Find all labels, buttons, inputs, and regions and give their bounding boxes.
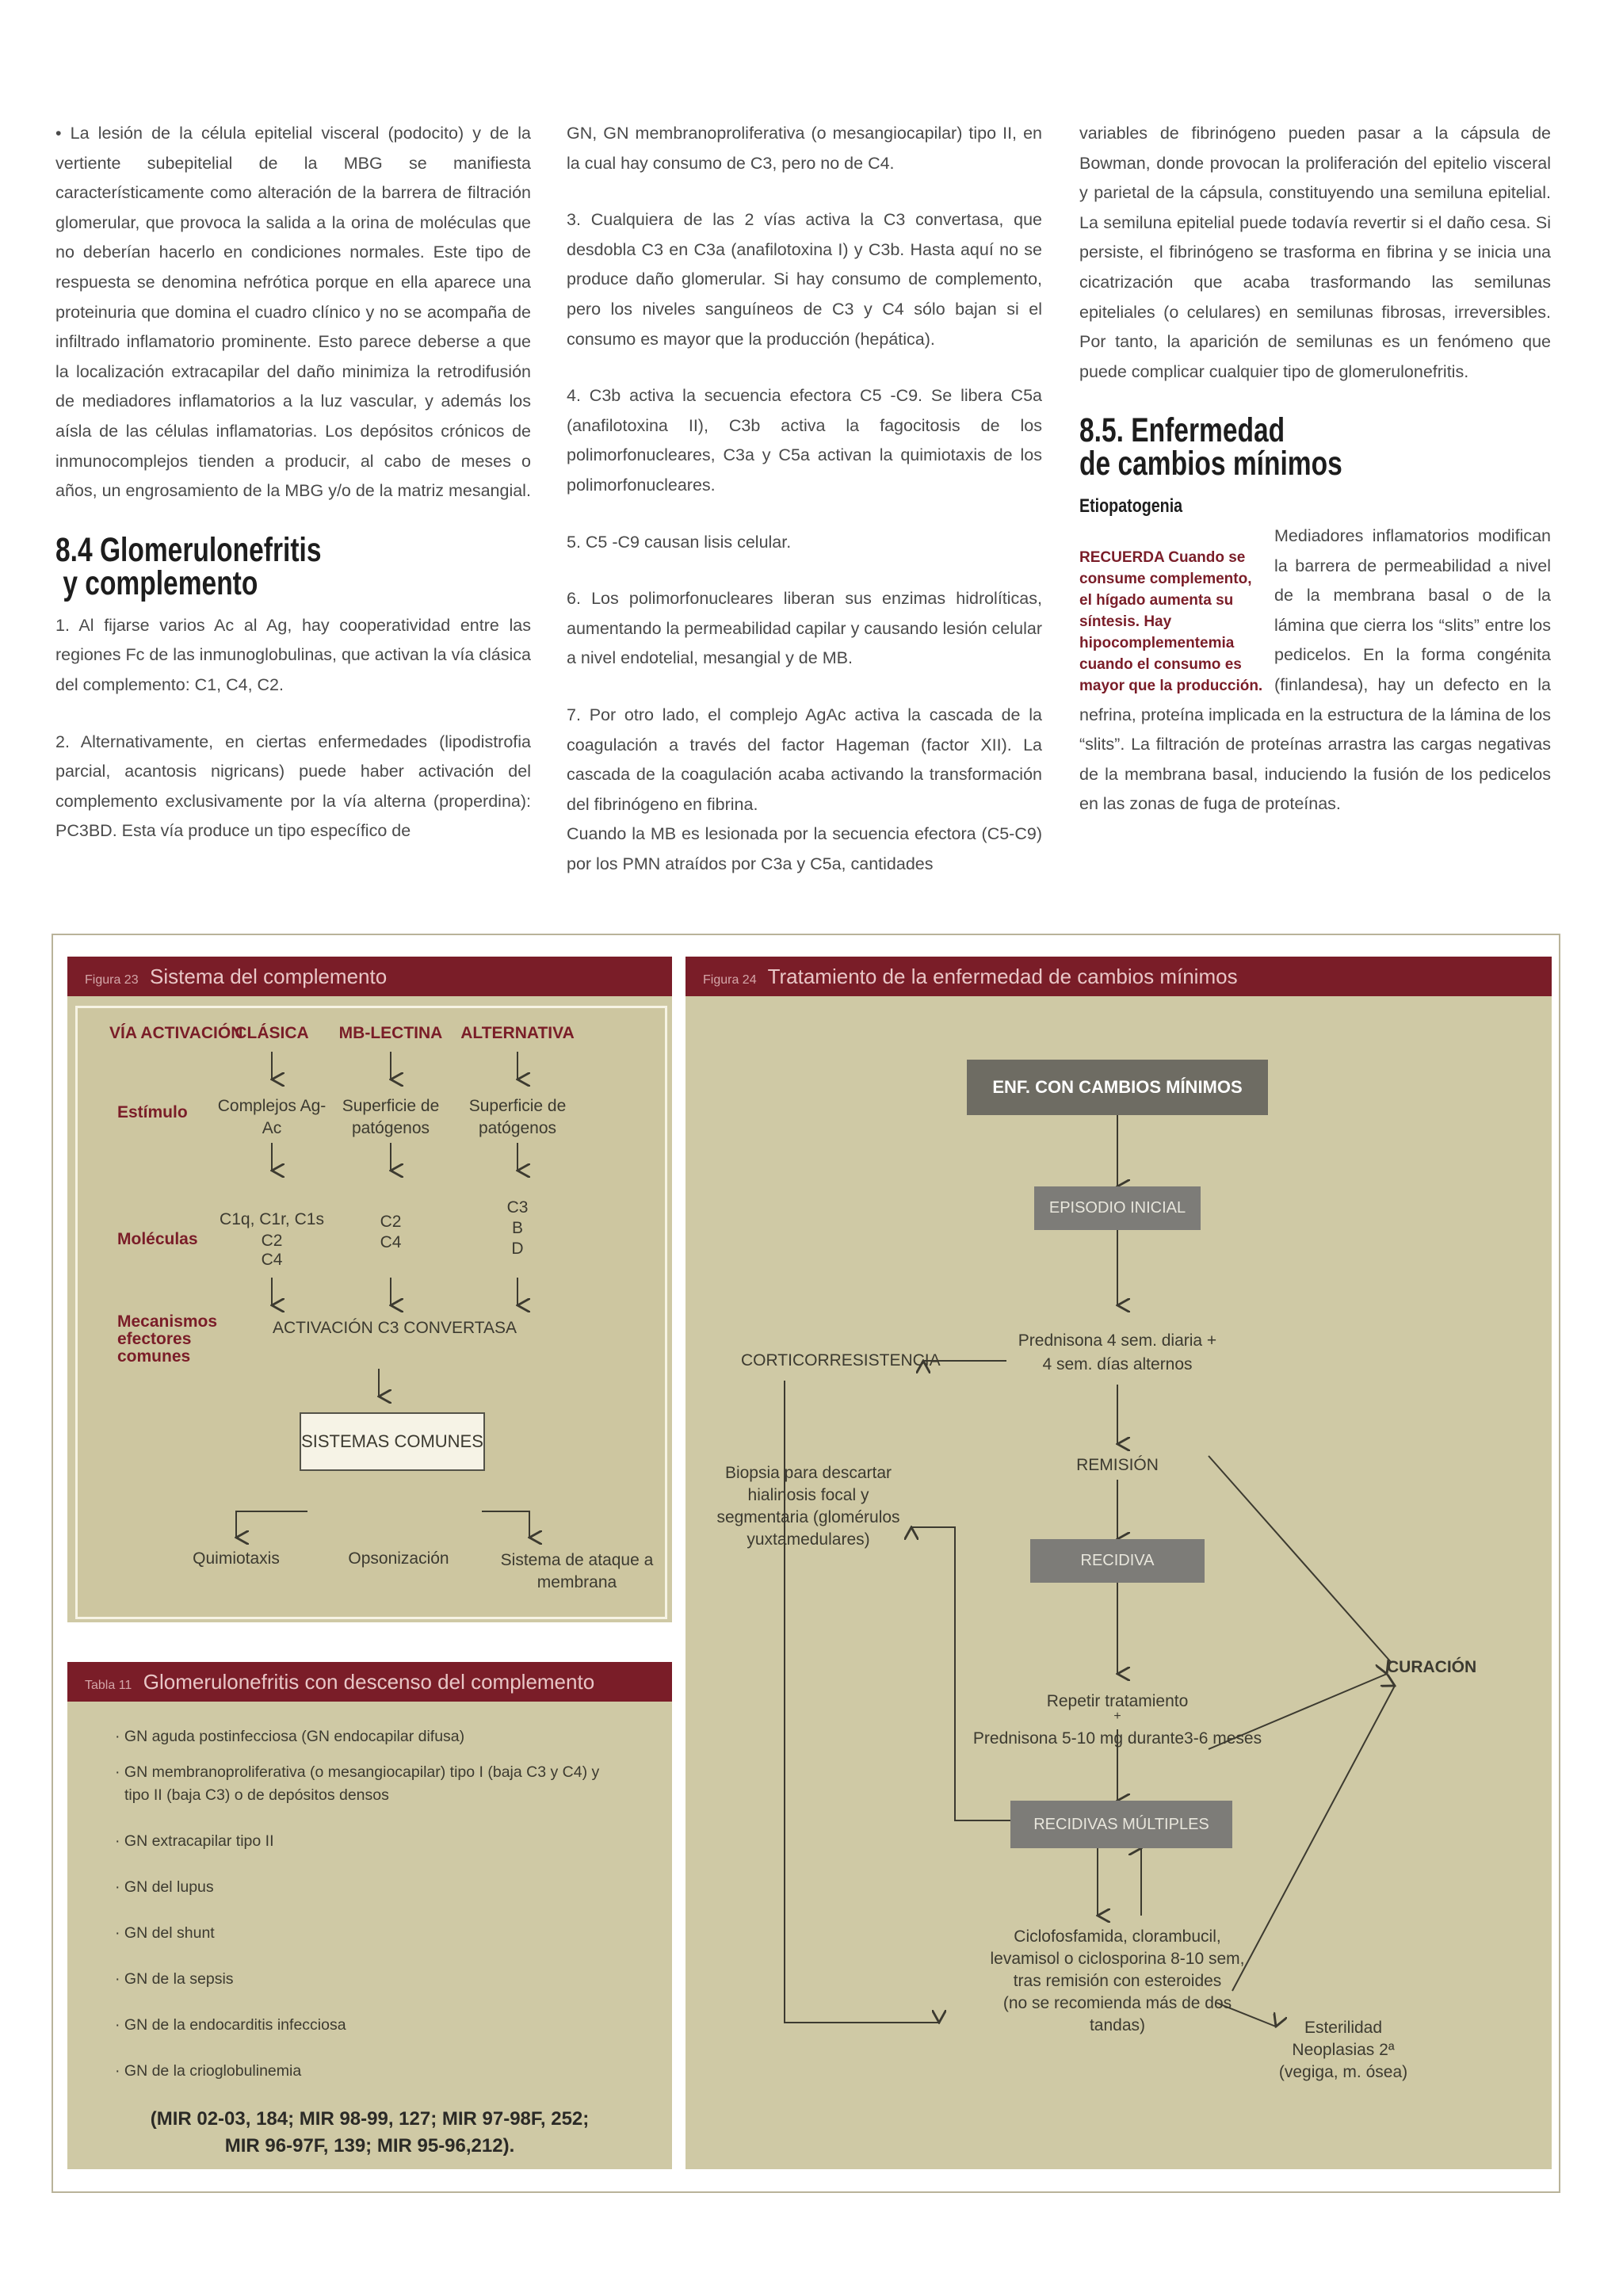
list-item: · GN de la sepsis bbox=[115, 1970, 234, 1988]
figure-24-panel: Figura 24 Tratamiento de la enfermedad de cambios mínimos ENF. CON CAMBIOS MÍNIMOS EPISODIO INICIAL Prednisona 4 sem. diaria + 4 sem. días alternos CORTICORRESISTENCIA Biopsia para descartar hialinosis focal y segmentaria (glomérulos yuxtamedulares) REMISIÓN RECIDIVA CURACIÓN Repetir tratamiento + Prednisona 5-10 mg durante3-6 meses RECIDIVAS MÚLTIPLES Ciclofosfamida, clorambucil, levamisol o ciclosporina 8-10 sem, tras remisión con esteroides (no se recomienda más de dos tandas) Esterilidad Neoplasias 2ª (vegiga, m. ósea) bbox=[685, 957, 1552, 2169]
enf-cambios-minimos-box: ENF. CON CAMBIOS MÍNIMOS bbox=[967, 1060, 1268, 1115]
stimulus-lectina: Superficie de patógenos bbox=[342, 1097, 440, 1137]
stimulus-clasica: Complejos Ag-Ac bbox=[217, 1097, 327, 1137]
paragraph: • La lesión de la célula epitelial visceral (podocito) y de la vertiente subepitelial de la MBG se manifiesta característicamente como alteración de la barrera de filtración glomerular, que provoca la salida a la orina de moléculas que no deberían hacerlo en condiciones normales. Este tipo de respuesta se denomina nefrótica porque en ella aparece una proteinuria que domina el cuadro clínico y no se acompaña de infiltrado inflamatorio prominente. Esto parece deberse a que la localización extracapilar del daño minimiza la retrodifusión de mediadores inflamatorios a la luz vascular, y además los aísla de las células inflamatorias. Los depósitos crónicos de inmunocomplejos tienden a producir, al cabo de meses o años, un engrosamiento de la MBG y/o de la matriz mesangial. bbox=[55, 124, 531, 501]
table-11-panel bbox=[67, 1662, 672, 2169]
text-column-3 bbox=[1079, 119, 1551, 819]
recidiva-box: RECIDIVA bbox=[1030, 1539, 1205, 1583]
repetir-plus: + bbox=[1113, 1710, 1121, 1723]
stimulus-alternativa: Superficie de patógenos bbox=[468, 1097, 567, 1137]
molecule-c4: C4 bbox=[380, 1233, 402, 1251]
activacion-c3-convertasa: ACTIVACIÓN C3 CONVERTASA bbox=[272, 1319, 517, 1337]
subheading-etiopatogenia: Etiopatogenia bbox=[1079, 495, 1183, 518]
list-item: · GN de la crioglobulinemia bbox=[115, 2062, 302, 2080]
paragraph: variables de fibrinógeno pueden pasar a la cápsula de Bowman, donde provocan la proliferación del epitelio visceral y parietal de la cápsula, constituyendo una semiluna epitelial. La semiluna epitelial puede todavía revertir si el daño cesa. Si persiste, el fibrinógeno se trasforma en fibrina y se inicia una cicatrización que acaba trasformando las semilunas epiteliales (o celulares) en semilunas fibrosas, irreversibles. Por tanto, la aparición de semilunas es un fenómeno que puede complicar cualquier tipo de glomerulonefritis. bbox=[1079, 124, 1551, 381]
figure-24-header: Figura 24 Tratamiento de la enfermedad de cambios mínimos bbox=[685, 957, 1552, 996]
mir-references: (MIR 02-03, 184; MIR 98-99, 127; MIR 97-98F, 252; MIR 96-97F, 139; MIR 95-96,212). bbox=[150, 2108, 590, 2157]
molecule-c2: C2 bbox=[380, 1213, 402, 1231]
header-clasica: CLÁSICA bbox=[235, 1024, 309, 1042]
paragraph: 6. Los polimorfonucleares liberan sus enzimas hidrolíticas, aumentando la permeabilidad capilar y causando lesión celular a nivel endotelial, mesangial y de MB. bbox=[567, 589, 1042, 668]
header-via-activacion: VÍA ACTIVACIÓN bbox=[109, 1024, 243, 1042]
list-item: · GN extracapilar tipo II bbox=[115, 1832, 274, 1850]
figure-23-header: Figura 23 Sistema del complemento bbox=[67, 957, 672, 996]
list-item: tipo II (baja C3) o de depósitos densos bbox=[124, 1786, 389, 1804]
episodio-inicial-box: EPISODIO INICIAL bbox=[1034, 1186, 1201, 1230]
recuerda-box: RECUERDA Cuando se consume complemento, el hígado aumenta su síntesis. Hay hipocomplementemia cuando el consumo es mayor que la producción. bbox=[1079, 548, 1263, 694]
molecule-d: D bbox=[511, 1240, 524, 1258]
paragraph: 3. Cualquiera de las 2 vías activa la C3 convertasa, que desdobla C3 en C3a (anafilotoxina I) y C3b. Hasta aquí no se produce daño glomerular. Si hay consumo de complemento, pero los niveles sanguíneos de C3 y C4 sólo bajan si el consumo es mayor que la producción (hepática). bbox=[567, 210, 1042, 349]
list-item: · GN membranoproliferativa (o mesangiocapilar) tipo I (baja C3 y C4) y bbox=[115, 1763, 600, 1781]
row-label-mecanismos: Mecanismos efectores comunes bbox=[117, 1312, 218, 1366]
paragraph: 5. C5 -C9 causan lisis celular. bbox=[567, 532, 792, 552]
text-column-2 bbox=[567, 119, 1042, 879]
repetir-tratamiento-line1: Repetir tratamiento bbox=[1046, 1692, 1189, 1710]
figure-23-panel bbox=[67, 957, 672, 1622]
row-label-estimulo: Estímulo bbox=[117, 1103, 188, 1121]
molecule-c2: C2 bbox=[261, 1232, 283, 1250]
list-item: · GN del lupus bbox=[115, 1878, 214, 1896]
list-item: · GN del shunt bbox=[115, 1924, 215, 1942]
prednisona-inicial-line2: 4 sem. días alternos bbox=[1042, 1355, 1193, 1373]
corticorresistencia-label: CORTICORRESISTENCIA bbox=[741, 1351, 941, 1370]
header-mb-lectina: MB-LECTINA bbox=[338, 1024, 443, 1042]
section-title-8-4: 8.4 Glomerulonefritis y complemento bbox=[55, 530, 322, 602]
paragraph: 1. Al fijarse varios Ac al Ag, hay cooperatividad entre las regiones Fc de las inmunoglobulinas, que activan la vía clásica del complemento: C1, C4, C2. bbox=[55, 615, 531, 694]
paragraph: 2. Alternativamente, en ciertas enfermedades (lipodistrofia parcial, acantosis nigricans) puede haber activación del complemento exclusivamente por la vía alterna (properdina): PC3BD. Esta vía produce un tipo específico de bbox=[55, 732, 531, 841]
recidivas-multiples-box: RECIDIVAS MÚLTIPLES bbox=[1010, 1801, 1232, 1848]
header-alternativa: ALTERNATIVA bbox=[460, 1024, 575, 1042]
list-item: · GN aguda postinfecciosa (GN endocapilar difusa) bbox=[115, 1728, 465, 1745]
molecule-b: B bbox=[511, 1219, 524, 1237]
molecule-c4: C4 bbox=[261, 1251, 283, 1269]
output-opsonizacion: Opsonización bbox=[348, 1549, 449, 1568]
molecule-c1: C1q, C1r, C1s bbox=[220, 1210, 324, 1228]
paragraph: 7. Por otro lado, el complejo AgAc activa la cascada de la coagulación a través del factor Hageman (factor XII). La cascada de la coagulación acaba activando la transformación del fibrinógeno en fibrina. bbox=[567, 705, 1042, 814]
sistemas-comunes-box: SISTEMAS COMUNES bbox=[300, 1412, 485, 1471]
output-sistema-ataque: Sistema de ataque a membrana bbox=[500, 1551, 654, 1591]
paragraph: GN, GN membranoproliferativa (o mesangiocapilar) tipo II, en la cual hay consumo de C3, pero no de C4. bbox=[567, 124, 1042, 173]
paragraph: Cuando la MB es lesionada por la secuencia efectora (C5-C9) por los PMN atraídos por C3a y C5a, cantidades bbox=[567, 824, 1042, 873]
molecule-c3: C3 bbox=[506, 1198, 529, 1217]
section-title-8-5: 8.5. Enfermedad de cambios mínimos bbox=[1079, 411, 1342, 483]
figure-23-diagram bbox=[75, 1006, 667, 1619]
row-label-moleculas: Moléculas bbox=[117, 1230, 198, 1248]
list-item: · GN de la endocarditis infecciosa bbox=[115, 2016, 346, 2034]
remision-label: REMISIÓN bbox=[1076, 1456, 1159, 1474]
paragraph: 4. C3b activa la secuencia efectora C5 -C9. Se libera C5a (anafilotoxina II), C3b activa la fagocitosis de los polimorfonucleares, C3a y C5a activan la quimiotaxis de los polimorfonucleares. bbox=[567, 386, 1042, 495]
curacion-label: CURACIÓN bbox=[1387, 1658, 1477, 1676]
output-quimiotaxis: Quimiotaxis bbox=[193, 1549, 280, 1568]
paragraph: RECUERDA Cuando se consume complemento, el hígado aumenta su síntesis. Hay hipocomplementemia cuando el consumo es mayor que la producción. Mediadores inflamatorios modifican la barrera de permeabilidad a nivel de la membrana basal o de la lámina que cierra los “slits” entre los pedicelos. En la forma congénita (finlandesa), hay un defecto en la nefrina, proteína implicada en la estructura de la lámina de los “slits”. La filtración de proteínas arrastra las cargas negativas de la membrana basal, induciendo la fusión de los pedicelos en las zonas de fuga de proteínas. bbox=[1079, 525, 1551, 814]
prednisona-inicial-line1: Prednisona 4 sem. diaria + bbox=[1018, 1331, 1217, 1350]
table-11-header: Tabla 11 Glomerulonefritis con descenso del complemento bbox=[67, 1662, 672, 1702]
text-column-1 bbox=[55, 119, 531, 846]
repetir-tratamiento-line2: Prednisona 5-10 mg durante3-6 meses bbox=[972, 1729, 1262, 1748]
